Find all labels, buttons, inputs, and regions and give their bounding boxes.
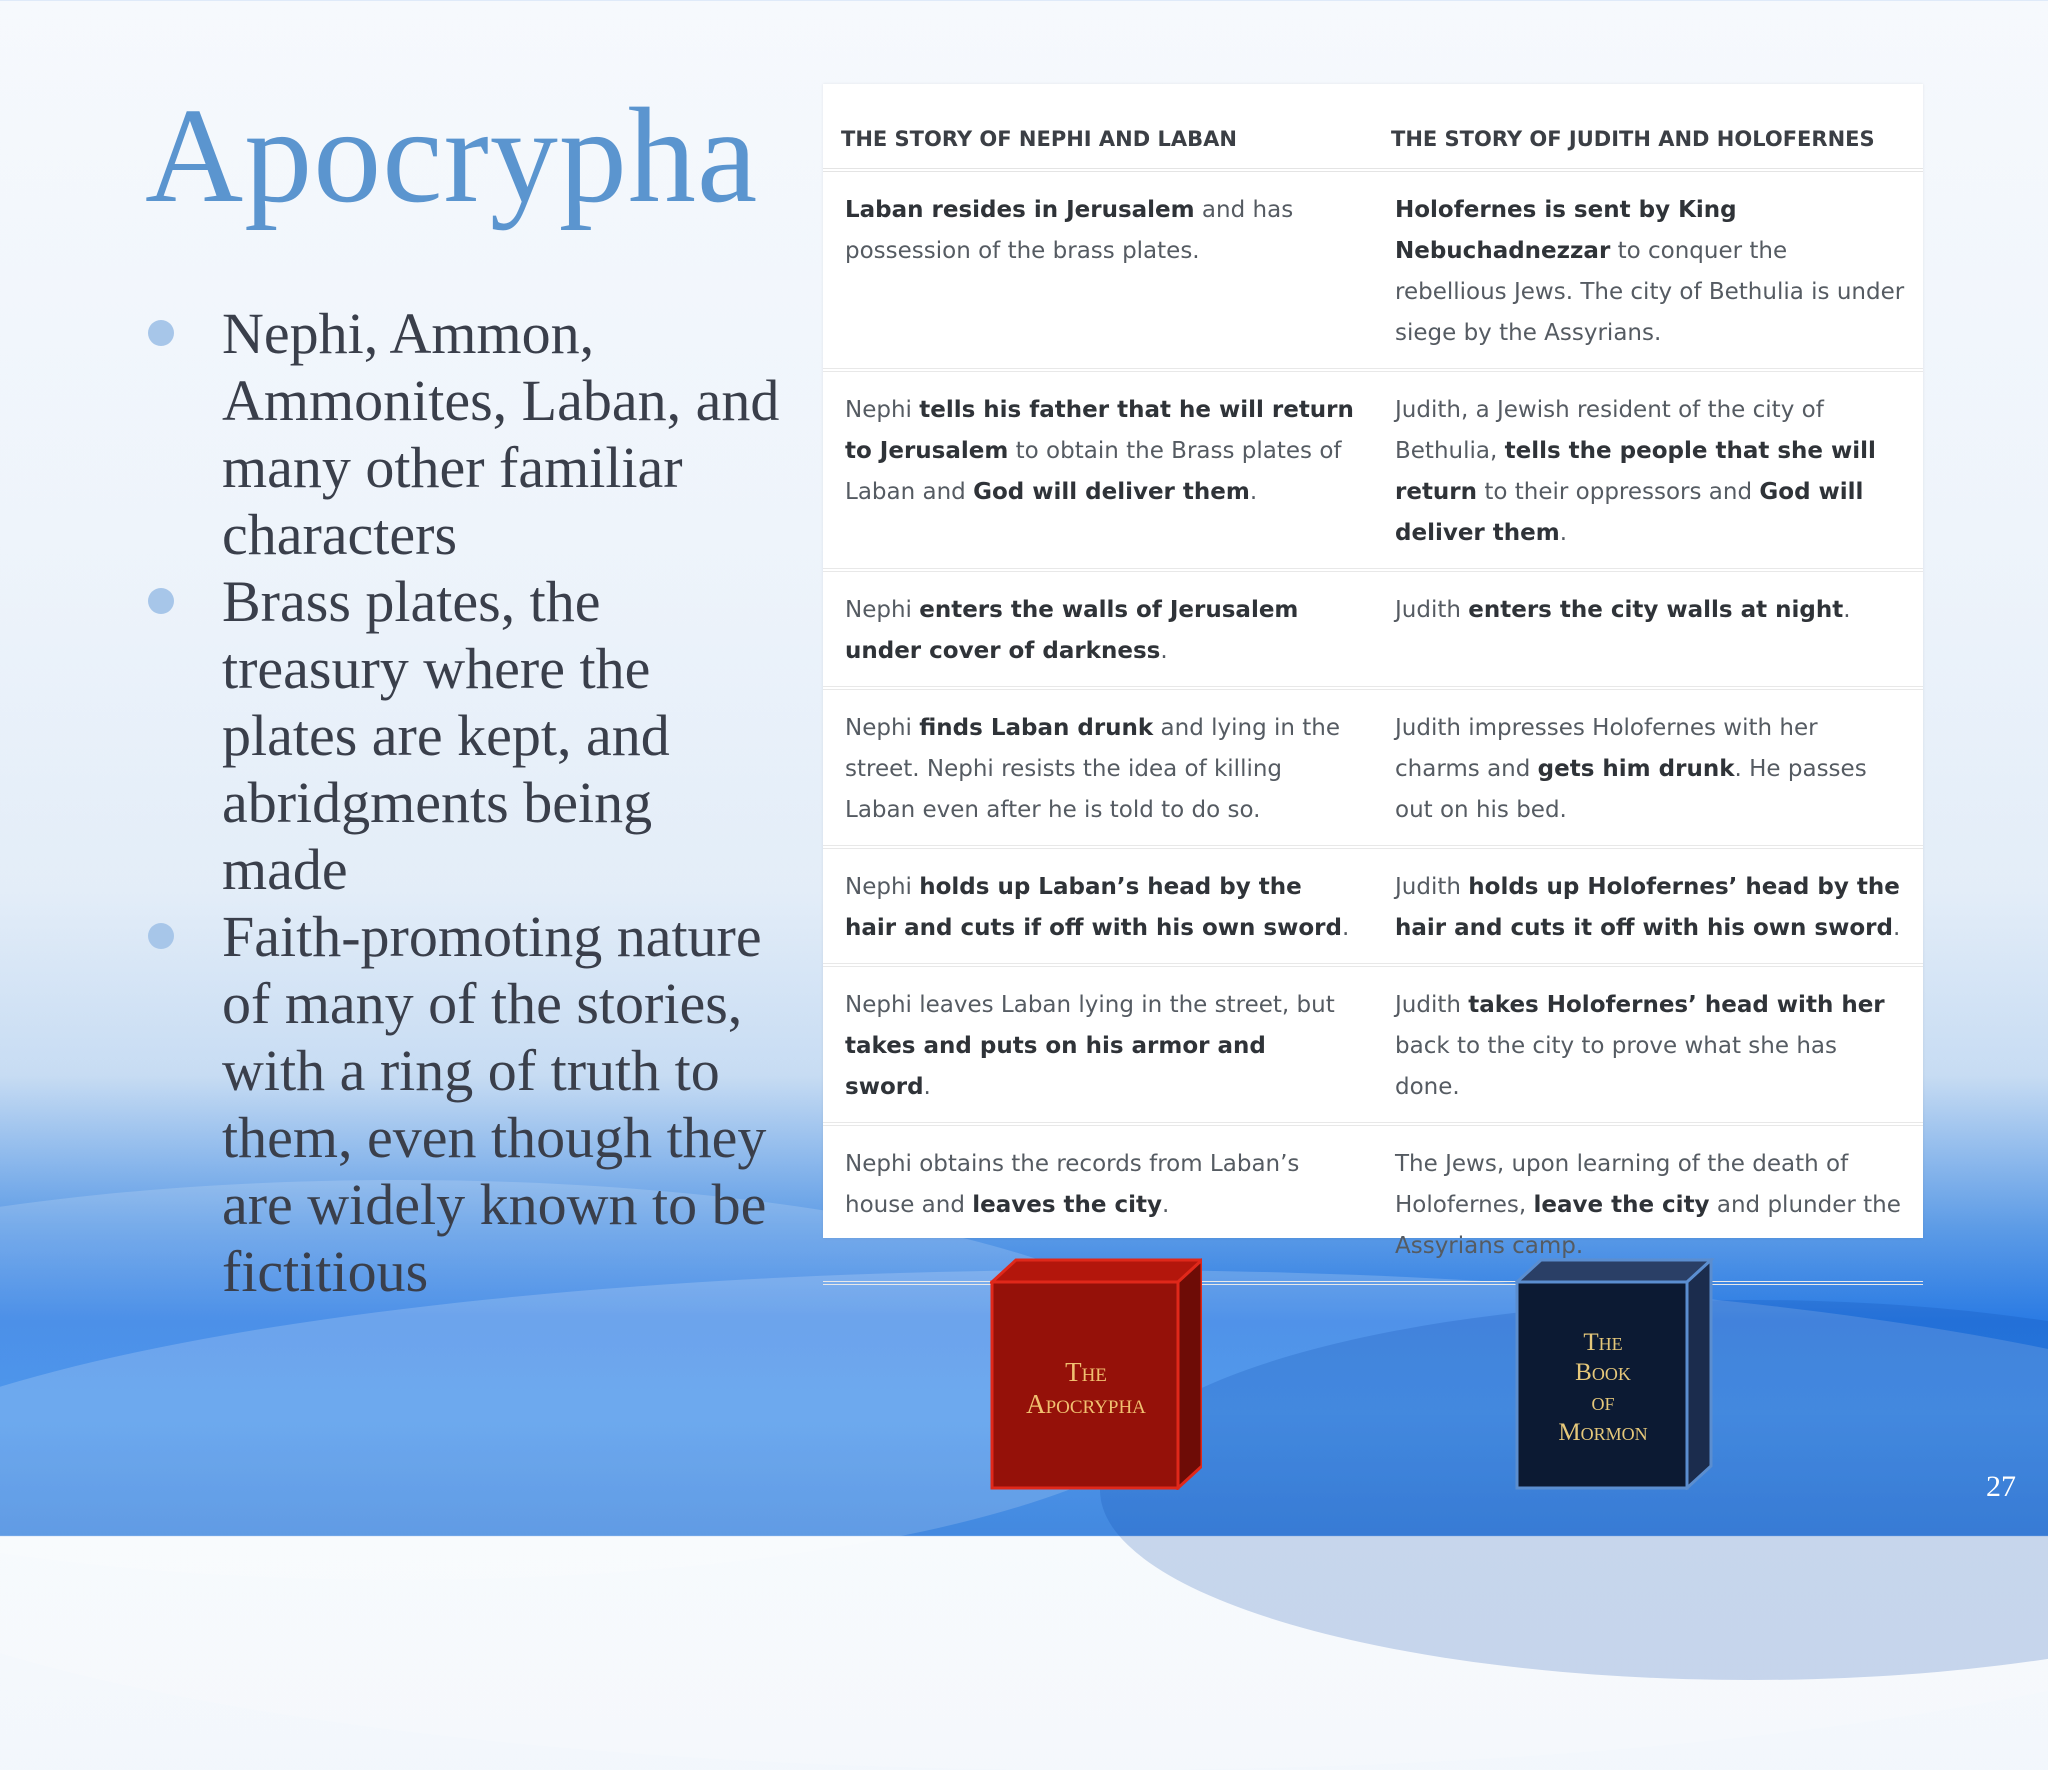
bullet-dot-icon [148, 320, 174, 346]
cell-text: to obtain the Brass plates of Laban and [845, 438, 1342, 505]
emphasis-text: leaves the city [972, 1192, 1163, 1218]
emphasis-text: takes and puts on his armor and sword [845, 1033, 1266, 1100]
cell-text: . [1559, 520, 1568, 546]
comparison-panel [823, 84, 1923, 1259]
apocrypha-label-line: The [1065, 1357, 1107, 1387]
cell-text: and plunder the Assyrians camp. [1395, 1192, 1901, 1259]
table-body [823, 170, 1923, 1283]
cell-judith-story [1373, 847, 1923, 965]
bom-label-line: of [1591, 1389, 1615, 1416]
table-row [823, 688, 1923, 847]
emphasis-text: leave the city [1533, 1192, 1710, 1218]
bullet-list [140, 300, 780, 1305]
cell-text: Judith [1395, 597, 1469, 623]
cell-text: Judith [1395, 992, 1469, 1018]
cell-text: back to the city to prove what she has done. [1395, 1033, 1837, 1100]
table-row [823, 170, 1923, 370]
cell-text: Judith [1395, 874, 1469, 900]
cell-text: The Jews, upon learning of the death of Holofernes, [1395, 1151, 1849, 1218]
emphasis-text: enters the walls of Jerusalem under cover of darkness [845, 597, 1299, 664]
bom-label-line: Book [1575, 1359, 1631, 1386]
cell-judith-story [1373, 688, 1923, 847]
emphasis-text: God will deliver them [1395, 479, 1864, 546]
cell-text: Judith impresses Holofernes with her charms and [1395, 715, 1818, 782]
emphasis-text: holds up Laban’s head by the hair and cuts if off with his own sword [845, 874, 1342, 941]
table-row [823, 370, 1923, 570]
bullet-text: Nephi, Ammon, Ammonites, Laban, and many other familiar characters [222, 301, 780, 567]
apocrypha-book-label [990, 1356, 1182, 1420]
apocrypha-book [990, 1258, 1202, 1490]
cell-nephi-story [823, 570, 1373, 688]
cell-text: . [1341, 915, 1350, 941]
emphasis-text: Holofernes is sent by King Nebuchadnezzar [1395, 197, 1737, 264]
cell-text: and has possession of the brass plates. [845, 197, 1294, 264]
cell-text: Judith, a Jewish resident of the city of Bethulia, [1395, 397, 1824, 464]
bullet-item [140, 903, 780, 1305]
slide-title: Apocrypha [145, 81, 759, 231]
cell-nephi-story [823, 688, 1373, 847]
book-of-mormon [1515, 1258, 1727, 1490]
bullet-item [140, 300, 780, 568]
table-row [823, 965, 1923, 1124]
cell-text: . [1892, 915, 1901, 941]
emphasis-text: takes Holofernes’ head with her [1468, 992, 1885, 1018]
cell-judith-story [1373, 370, 1923, 570]
emphasis-text: enters the city walls at night [1468, 597, 1844, 623]
cell-text: . [1160, 638, 1168, 664]
cell-text: Nephi [845, 715, 920, 741]
cell-nephi-story [823, 370, 1373, 570]
bullet-text: Faith-promoting nature of many of the stories, with a ring of truth to them, even though they are widely known to be fictitious [222, 904, 767, 1304]
emphasis-text: finds Laban drunk [919, 715, 1154, 741]
table-row [823, 847, 1923, 965]
cell-judith-story [1373, 965, 1923, 1124]
page-number: 27 [1986, 1470, 2016, 1503]
table-header-row [823, 84, 1923, 170]
cell-judith-story [1373, 170, 1923, 370]
cell-text: Nephi leaves Laban lying in the street, but [845, 992, 1335, 1018]
cell-text: . [1249, 479, 1258, 505]
cell-text: . [1162, 1192, 1170, 1218]
cell-text: Nephi [845, 874, 920, 900]
emphasis-text: tells his father that he will return to Jerusalem [845, 397, 1354, 464]
cell-text: Nephi obtains the records from Laban’s house and [845, 1151, 1300, 1218]
book-of-mormon-label [1515, 1328, 1691, 1448]
cell-text: . [1843, 597, 1851, 623]
cell-text: . He passes out on his bed. [1395, 756, 1867, 823]
bullet-item [140, 568, 780, 903]
cell-text: Nephi [845, 397, 920, 423]
bullet-text: Brass plates, the treasury where the plates are kept, and abridgments being made [222, 569, 670, 902]
cell-text: . [923, 1074, 931, 1100]
emphasis-text: gets him drunk [1537, 756, 1735, 782]
column-header-nephi: THE STORY OF NEPHI AND LABAN [823, 84, 1373, 170]
cell-nephi-story [823, 170, 1373, 370]
comparison-table [823, 84, 1923, 1285]
cell-nephi-story [823, 965, 1373, 1124]
cell-nephi-story [823, 847, 1373, 965]
emphasis-text: holds up Holofernes’ head by the hair and cuts it off with his own sword [1395, 874, 1900, 941]
cell-text: and lying in the street. Nephi resists the idea of killing Laban even after he is told to do so. [845, 715, 1341, 823]
bom-label-line: Mormon [1558, 1419, 1648, 1446]
cell-judith-story [1373, 570, 1923, 688]
table-row [823, 570, 1923, 688]
cell-text: to their oppressors and [1477, 479, 1760, 505]
cell-text: Nephi [845, 597, 920, 623]
emphasis-text: Laban resides in Jerusalem [845, 197, 1195, 223]
emphasis-text: tells the people that she will return [1395, 438, 1876, 505]
bom-label-line: The [1583, 1329, 1623, 1356]
column-header-judith: THE STORY OF JUDITH AND HOLOFERNES [1373, 84, 1923, 170]
bullet-dot-icon [148, 923, 174, 949]
table-row [823, 1124, 1923, 1283]
emphasis-text: God will deliver them [973, 479, 1250, 505]
apocrypha-label-line: Apocrypha [1026, 1389, 1146, 1419]
cell-text: to conquer the rebellious Jews. The city of Bethulia is under siege by the Assyrians. [1395, 238, 1905, 346]
bullet-dot-icon [148, 588, 174, 614]
